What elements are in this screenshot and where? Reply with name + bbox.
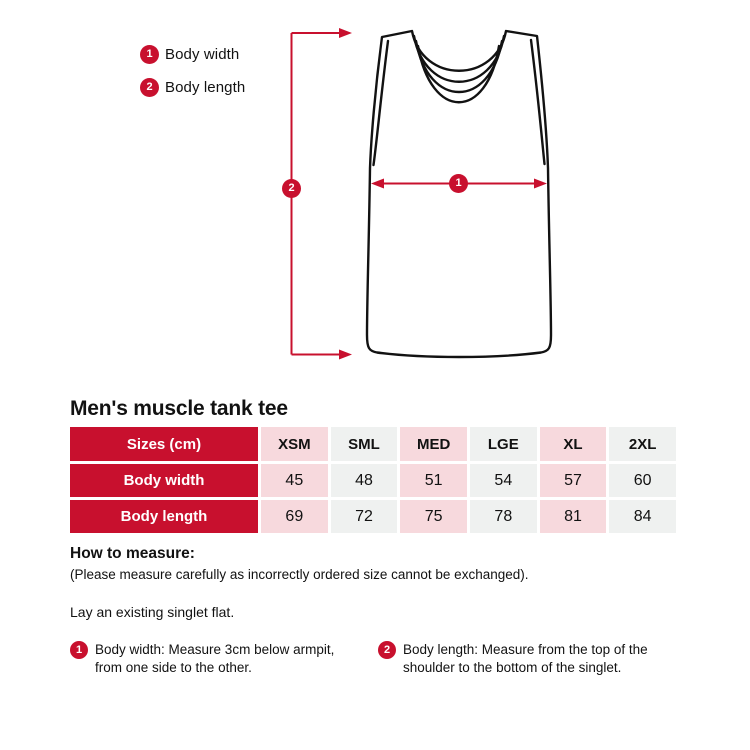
tank-top-outline	[367, 31, 551, 357]
table-header-xsm: XSM	[261, 427, 328, 461]
body-width-sml: 48	[331, 464, 398, 497]
table-header-lge: LGE	[470, 427, 537, 461]
table-header-sizes: Sizes (cm)	[70, 427, 258, 461]
step-body-width	[70, 641, 378, 676]
body-length-sml: 72	[331, 500, 398, 533]
body-length-xsm: 69	[261, 500, 328, 533]
step-body-length	[378, 641, 665, 676]
body-length-lge: 78	[470, 500, 537, 533]
table-header-med: MED	[400, 427, 467, 461]
legend-number-2-badge: 2	[140, 78, 159, 97]
size-table	[70, 427, 676, 533]
table-header-xl: XL	[540, 427, 607, 461]
step-body-width-text: Body width: Measure 3cm below armpit, from one side to the other.	[95, 642, 335, 675]
page-title: Men's muscle tank tee	[70, 397, 288, 420]
how-to-measure-section	[70, 545, 690, 676]
step-body-length-text: Body length: Measure from the top of the shoulder to the bottom of the singlet.	[403, 642, 648, 675]
legend-item-body-width	[140, 45, 245, 64]
body-width-lge: 54	[470, 464, 537, 497]
how-to-measure-note: (Please measure carefully as incorrectly ordered size cannot be exchanged).	[70, 567, 529, 582]
legend-label-body-width: Body width	[165, 46, 240, 63]
body-width-xsm: 45	[261, 464, 328, 497]
width-marker-badge: 1	[449, 174, 468, 193]
body-length-xl: 81	[540, 500, 607, 533]
table-header-sml: SML	[331, 427, 398, 461]
length-arrowheads	[339, 28, 352, 360]
how-to-measure-heading: How to measure:	[70, 545, 195, 562]
legend-item-body-length	[140, 78, 245, 97]
length-marker-badge: 2	[282, 179, 301, 198]
legend-number-1-badge: 1	[140, 45, 159, 64]
row-label-body-width: Body width	[70, 464, 258, 497]
legend-label-body-length: Body length	[165, 79, 246, 96]
measure-steps	[70, 641, 690, 676]
legend	[140, 45, 245, 97]
how-to-measure-intro: Lay an existing singlet flat.	[70, 604, 235, 620]
table-header-2xl: 2XL	[609, 427, 676, 461]
body-length-2xl: 84	[609, 500, 676, 533]
step-number-2-badge: 2	[378, 641, 396, 659]
body-length-med: 75	[400, 500, 467, 533]
body-width-xl: 57	[540, 464, 607, 497]
body-width-2xl: 60	[609, 464, 676, 497]
row-label-body-length: Body length	[70, 500, 258, 533]
body-width-med: 51	[400, 464, 467, 497]
step-number-1-badge: 1	[70, 641, 88, 659]
